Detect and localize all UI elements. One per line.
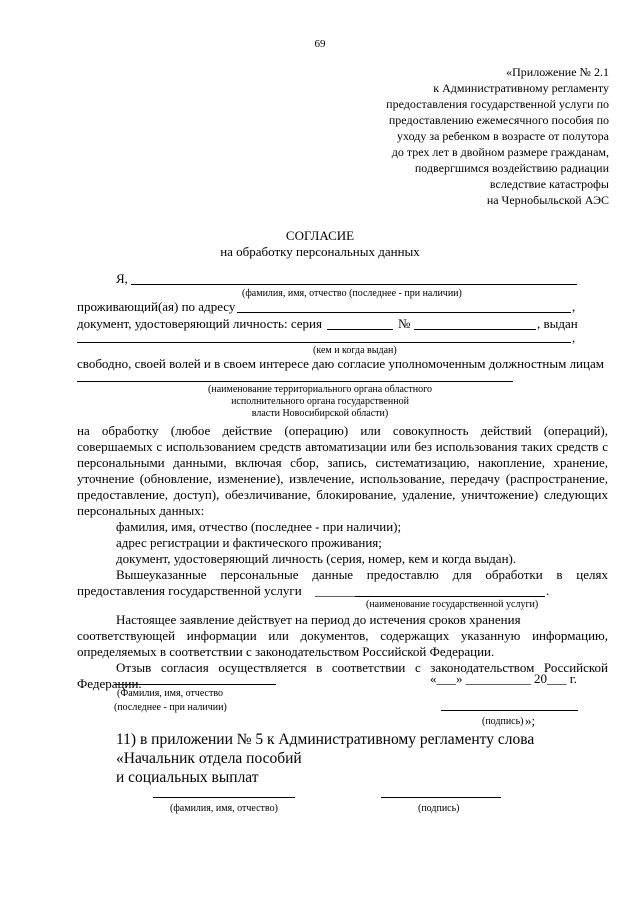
appendix-line: «Приложение № 2.1: [506, 65, 609, 79]
consent-line: свободно, своей волей и в своем интересе даю согласие уполномоченным должностным лицам: [77, 356, 604, 371]
service-field-line[interactable]: [355, 596, 545, 597]
issued-label: , выдан: [537, 316, 578, 331]
body-line: совершаемых с использованием средств автоматизации или без использования таких средств с: [77, 439, 608, 454]
org-field-line[interactable]: [77, 381, 513, 382]
service-label: предоставления государственной услуги: [77, 583, 302, 598]
revoke-line-2: Федерации.: [77, 676, 142, 691]
org-hint-1: (наименование территориального органа областного: [208, 384, 432, 395]
document-subtitle: на обработку персональных данных: [220, 244, 420, 259]
close-quote: »;: [525, 713, 536, 728]
appendix-line: на Чернобыльской АЭС: [486, 193, 609, 207]
provided-line: Вышеуказанные персональные данные предоставлю для обработки в целях: [116, 567, 608, 582]
issued-field-line[interactable]: [77, 342, 571, 343]
doc-number-line[interactable]: [414, 329, 536, 330]
list-item: фамилия, имя, отчество (последнее - при наличии);: [116, 519, 402, 534]
body-line: на обработку (любое действие (операцию) или совокупность действий (операций),: [77, 423, 608, 438]
address-comma: ,: [572, 299, 576, 314]
page-number: 69: [314, 38, 326, 50]
sign-fio-line[interactable]: [114, 684, 276, 685]
amendment-line-3: и социальных выплат: [116, 769, 259, 786]
body-line: уточнение (обновление, изменение), извлечение, использование, передачу (распространение,: [77, 471, 608, 486]
number-sign: №: [398, 316, 411, 331]
appendix-line: предоставления государственной услуги по: [386, 97, 609, 111]
address-field-line[interactable]: [237, 312, 571, 313]
doc-series-line[interactable]: [327, 329, 393, 330]
issued-comma: ,: [572, 330, 576, 345]
valid-line-3: определяемых в соответствии с законодательством Российской Федерации.: [77, 644, 495, 659]
i-label: Я,: [116, 271, 128, 286]
appendix-line: до трех лет в двойном размере гражданам,: [391, 145, 609, 159]
date-field[interactable]: «___» __________ 20___ г.: [430, 671, 577, 686]
amendment-fio-hint: (фамилия, имя, отчество): [170, 803, 278, 814]
signature-hint: (подпись): [482, 716, 524, 727]
issued-hint: (кем и когда выдан): [313, 345, 397, 356]
fio-field-line[interactable]: [131, 284, 577, 285]
sign-fio-hint-2: (последнее - при наличии): [114, 702, 227, 713]
document-title: СОГЛАСИЕ: [285, 228, 355, 243]
fio-hint: (фамилия, имя, отчество (последнее - при наличии): [242, 288, 462, 299]
amendment-sign-line[interactable]: [381, 797, 501, 798]
org-hint-3: власти Новосибирской области): [251, 408, 389, 419]
revoke-line-1: Отзыв согласия осуществляется в соответствии с законодательством Российской: [116, 660, 608, 675]
doc-label: документ, удостоверяющий личность: серия: [77, 316, 322, 331]
body-line: персональными данными, включая сбор, запись, систематизацию, накопление, хранение,: [77, 455, 608, 470]
body-last: персональных данных:: [77, 503, 205, 518]
amendment-sign-hint: (подпись): [418, 803, 460, 814]
valid-line-2: соответствующей информации или документов, содержащих указанную информацию,: [77, 628, 608, 643]
list-item: документ, удостоверяющий личность (серия, номер, кем и когда выдан).: [116, 551, 517, 566]
list-item: адрес регистрации и фактического проживания;: [116, 535, 382, 550]
amendment-fio-line[interactable]: [153, 797, 295, 798]
appendix-line: вследствие катастрофы: [489, 177, 609, 191]
sign-fio-hint-1: (Фамилия, имя, отчество: [117, 688, 223, 699]
address-label: проживающий(ая) по адресу: [77, 299, 236, 314]
signature-line[interactable]: [441, 710, 578, 711]
appendix-line: подвергшимся воздействию радиации: [414, 161, 609, 175]
service-period: .: [546, 583, 550, 598]
appendix-line: предоставлению ежемесячного пособия по: [388, 113, 609, 127]
org-hint-2: исполнительного органа государственной: [231, 396, 409, 407]
valid-line-1: Настоящее заявление действует на период до истечения сроков хранения: [116, 612, 521, 627]
amendment-line-1: 11) в приложении № 5 к Административному регламенту слова: [116, 731, 535, 748]
body-line: предоставление, доступ), обезличивание, блокирование, удаление, уничтожение) следующих: [77, 487, 608, 502]
service-blank: ________: [315, 583, 367, 598]
appendix-line: к Административному регламенту: [433, 81, 609, 95]
service-hint: (наименование государственной услуги): [366, 599, 539, 610]
appendix-line: уходу за ребенком в возрасте от полутора: [397, 129, 609, 143]
amendment-line-2: «Начальник отдела пособий: [116, 750, 302, 767]
